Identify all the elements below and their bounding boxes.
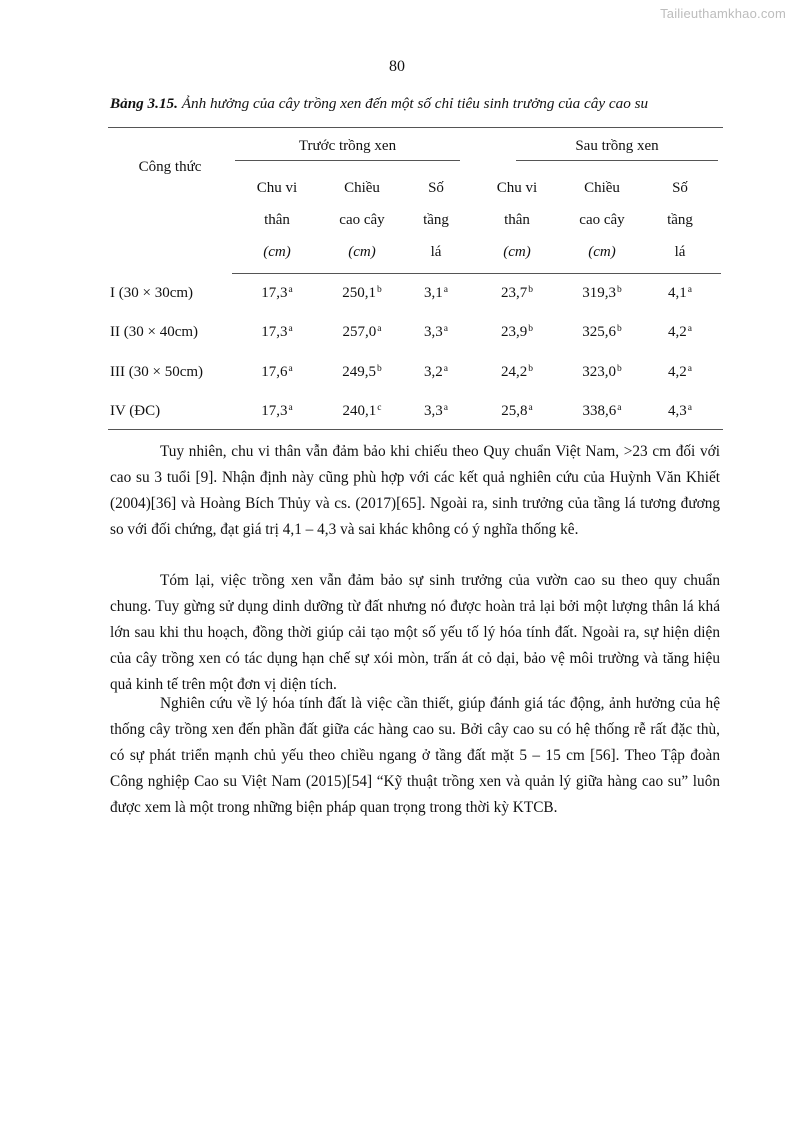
cell-value: 4,3 <box>668 403 687 419</box>
cell-value: 4,2 <box>668 324 687 340</box>
table-cell <box>560 322 644 342</box>
significance-letter: a <box>687 364 692 374</box>
col-header-height-after: Chiều cao cây (cm) <box>579 180 625 260</box>
table-cell <box>560 401 644 421</box>
cell-value: 323,0 <box>582 364 616 380</box>
cell-value: 4,1 <box>668 285 687 301</box>
caption-label: Bảng 3.15. <box>110 95 178 112</box>
significance-letter: a <box>288 285 293 295</box>
table-cell <box>560 283 644 303</box>
significance-letter: c <box>377 403 382 413</box>
cell-value: 17,3 <box>261 285 288 301</box>
cell-value: 325,6 <box>582 324 616 340</box>
col-header-height-before: Chiều cao cây (cm) <box>339 180 385 260</box>
table-cell <box>478 283 556 303</box>
header-bottom-rule <box>232 273 721 274</box>
table-cell <box>408 401 464 421</box>
significance-letter: a <box>687 403 692 413</box>
significance-letter: a <box>443 324 448 334</box>
significance-letter: a <box>443 364 448 374</box>
significance-letter: b <box>617 364 622 374</box>
col-header-leaf-layers-after: Số tầng lá <box>667 180 693 260</box>
table-cell <box>238 362 316 382</box>
cell-value: 23,7 <box>501 285 528 301</box>
significance-letter: b <box>377 285 382 295</box>
significance-letter: b <box>617 285 622 295</box>
page-number: 80 <box>389 58 405 75</box>
table-cell <box>238 401 316 421</box>
table-cell <box>320 362 404 382</box>
significance-letter: a <box>687 285 692 295</box>
table-cell <box>408 362 464 382</box>
cell-value: 23,9 <box>501 324 528 340</box>
significance-letter: a <box>443 285 448 295</box>
caption-text: Ảnh hưởng của cây trồng xen đến một số chỉ tiêu sinh trưởng của cây cao su <box>181 95 649 112</box>
significance-letter: b <box>377 364 382 374</box>
table-cell <box>652 322 708 342</box>
table-cell <box>652 362 708 382</box>
cell-value: 17,3 <box>261 403 288 419</box>
significance-letter: a <box>617 403 622 413</box>
cell-value: 250,1 <box>342 285 376 301</box>
table-cell <box>320 322 404 342</box>
table-cell <box>320 401 404 421</box>
col-header-circumference-before: Chu vi thân (cm) <box>256 180 298 260</box>
row-label: I (30 × 30cm) <box>110 285 194 301</box>
cell-value: 3,1 <box>424 285 443 301</box>
table-cell <box>652 401 708 421</box>
cell-value: 17,6 <box>261 364 288 380</box>
cell-value: 4,2 <box>668 364 687 380</box>
table-bottom-rule <box>108 429 723 430</box>
table-cell <box>652 283 708 303</box>
col-header-leaf-layers-before: Số tầng lá <box>423 180 449 260</box>
significance-letter: a <box>288 403 293 413</box>
cell-value: 240,1 <box>342 403 377 419</box>
table-cell <box>478 322 556 342</box>
col-header-circumference-after: Chu vi thân (cm) <box>496 180 538 260</box>
significance-letter: b <box>617 324 622 334</box>
paragraph-2: Tóm lại, việc trồng xen vẫn đảm bảo sự sinh trưởng của vườn cao su theo quy chuẩn chung. Tuy gừng sử dụng dinh dưỡng từ đất nhưng nó được hoàn trả lại bởi một lượng thân lá khá lớn sau khi thu hoạch, đồng thời giúp cải tạo một số yếu tố lý hóa tính đất. Ngoài ra, sự hiện diện của cây trồng xen có tác dụng hạn chế sự xói mòn, trấn át cỏ dại, bảo vệ môi trường và tăng hiệu quả kinh tế trên một đơn vị diện tích. <box>110 572 720 693</box>
table-top-rule <box>108 127 723 128</box>
group-after-rule <box>516 160 718 161</box>
table-cell <box>478 362 556 382</box>
significance-letter: b <box>528 324 533 334</box>
significance-letter: b <box>528 285 533 295</box>
cell-value: 24,2 <box>501 364 528 380</box>
cell-value: 338,6 <box>582 403 617 419</box>
table-cell <box>408 322 464 342</box>
group-before-header: Trước trồng xen <box>298 138 397 154</box>
row-label: II (30 × 40cm) <box>110 324 199 340</box>
table-cell <box>238 283 316 303</box>
significance-letter: a <box>288 364 293 374</box>
significance-letter: a <box>288 324 293 334</box>
cell-value: 3,3 <box>424 403 443 419</box>
table-cell <box>408 283 464 303</box>
cell-value: 319,3 <box>582 285 616 301</box>
table-cell <box>320 283 404 303</box>
row-header: Công thức <box>138 159 202 175</box>
significance-letter: a <box>443 403 448 413</box>
significance-letter: a <box>377 324 382 334</box>
significance-letter: a <box>528 403 533 413</box>
table-cell <box>560 362 644 382</box>
significance-letter: b <box>528 364 533 374</box>
cell-value: 17,3 <box>261 324 288 340</box>
cell-value: 25,8 <box>501 403 528 419</box>
row-label: III (30 × 50cm) <box>110 364 204 380</box>
group-before-rule <box>235 160 460 161</box>
cell-value: 249,5 <box>342 364 376 380</box>
table-caption <box>110 95 750 113</box>
watermark: Tailieuthamkhao.com <box>660 6 786 21</box>
row-label: IV (ĐC) <box>110 403 161 419</box>
cell-value: 3,2 <box>424 364 443 380</box>
paragraph-3: Nghiên cứu về lý hóa tính đất là việc cần thiết, giúp đánh giá tác động, ảnh hưởng của hệ thống cây trồng xen đến phần đất giữa các hàng cao su. Bởi cây cao su có hệ thống rễ rất đặc thù, có sự phát triển mạnh chủ yếu theo chiều ngang ở tầng đất mặt 5 – 15 cm [56]. Theo Tập đoàn Công nghiệp Cao su Việt Nam (2015)[54] “Kỹ thuật trồng xen và quản lý giữa hàng cao su” luôn được xem là một trong những biện pháp quan trọng trong thời kỳ KTCB. <box>110 695 720 816</box>
table-cell <box>478 401 556 421</box>
table-cell <box>238 322 316 342</box>
significance-letter: a <box>687 324 692 334</box>
cell-value: 257,0 <box>342 324 377 340</box>
paragraph-1: Tuy nhiên, chu vi thân vẫn đảm bảo khi chiếu theo Quy chuẩn Việt Nam, >23 cm đối với cao su 3 tuổi [9]. Nhận định này cũng phù hợp với các kết quả nghiên cứu của Huỳnh Văn Khiết (2004)[36] và Hoàng Bích Thủy và cs. (2017)[65]. Ngoài ra, sinh trưởng của tầng lá tương đương so với đối chứng, đạt giá trị 4,1 – 4,3 và sai khác không có ý nghĩa thống kê. <box>110 443 720 538</box>
cell-value: 3,3 <box>424 324 443 340</box>
group-after-header: Sau trồng xen <box>575 138 659 154</box>
